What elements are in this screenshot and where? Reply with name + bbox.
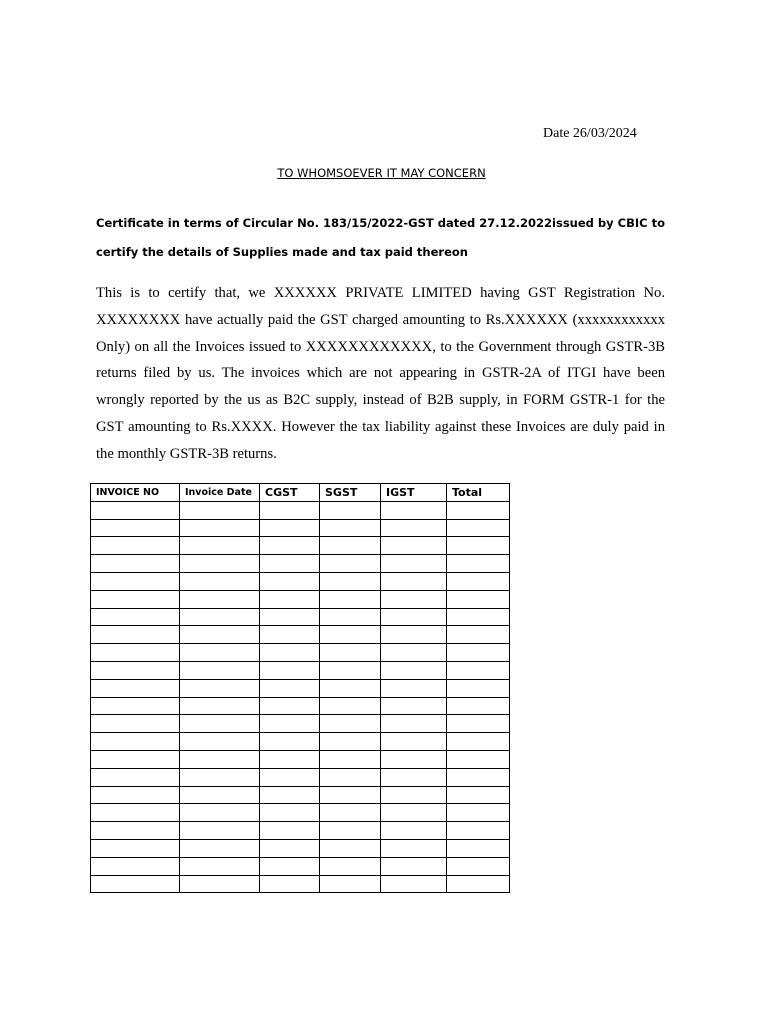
table-cell bbox=[180, 822, 260, 840]
table-cell bbox=[180, 519, 260, 537]
date-line: Date 26/03/2024 bbox=[543, 126, 637, 141]
table-row bbox=[91, 750, 510, 768]
table-row bbox=[91, 786, 510, 804]
header-igst: IGST bbox=[381, 484, 447, 502]
table-cell bbox=[447, 875, 510, 893]
table-cell bbox=[180, 626, 260, 644]
table-cell bbox=[180, 804, 260, 822]
table-cell bbox=[320, 750, 381, 768]
table-header-row bbox=[91, 484, 510, 502]
table-cell bbox=[320, 644, 381, 662]
table-cell bbox=[447, 804, 510, 822]
table-cell bbox=[381, 537, 447, 555]
table-cell bbox=[260, 857, 320, 875]
table-cell bbox=[381, 857, 447, 875]
table-cell bbox=[320, 626, 381, 644]
table-cell bbox=[180, 733, 260, 751]
table-row bbox=[91, 519, 510, 537]
table-cell bbox=[180, 501, 260, 519]
table-cell bbox=[91, 555, 180, 573]
table-cell bbox=[91, 644, 180, 662]
table-cell bbox=[260, 715, 320, 733]
header-total: Total bbox=[447, 484, 510, 502]
table-cell bbox=[91, 608, 180, 626]
table-row bbox=[91, 626, 510, 644]
table-cell bbox=[91, 661, 180, 679]
table-cell bbox=[447, 733, 510, 751]
table-cell bbox=[320, 501, 381, 519]
table-cell bbox=[381, 608, 447, 626]
certificate-body: This is to certify that, we XXXXXX PRIVATE LIMITED having GST Registration No. XXXXXXXX have actually paid the GST charged amounting to Rs.XXXXXX (xxxxxxxxxxxx Only) on all the Invoices issued to XXXXXXXXXXXX, to the Government through GSTR-3B returns filed by us. The invoices which are not appearing in GSTR-2A of ITGI have been wrongly reported by the us as B2C supply, instead of B2B supply, in FORM GSTR-1 for the GST amounting to Rs.XXXX. However the tax liability against these Invoices are duly paid in the monthly GSTR-3B returns. bbox=[96, 285, 665, 462]
table-row bbox=[91, 697, 510, 715]
table-cell bbox=[320, 804, 381, 822]
table-cell bbox=[381, 501, 447, 519]
table-cell bbox=[381, 875, 447, 893]
header-invoice-no: INVOICE NO bbox=[91, 484, 180, 502]
table-row bbox=[91, 572, 510, 590]
table-row bbox=[91, 679, 510, 697]
table-cell bbox=[381, 555, 447, 573]
table-cell bbox=[91, 679, 180, 697]
table-cell bbox=[320, 839, 381, 857]
table-cell bbox=[381, 519, 447, 537]
table-cell bbox=[381, 768, 447, 786]
table-cell bbox=[180, 768, 260, 786]
table-cell bbox=[447, 572, 510, 590]
table-row bbox=[91, 501, 510, 519]
table-cell bbox=[260, 822, 320, 840]
table-cell bbox=[447, 715, 510, 733]
table-cell bbox=[91, 839, 180, 857]
table-cell bbox=[180, 537, 260, 555]
table-cell bbox=[447, 537, 510, 555]
table-row bbox=[91, 537, 510, 555]
table-cell bbox=[180, 786, 260, 804]
table-cell bbox=[320, 537, 381, 555]
table-cell bbox=[91, 875, 180, 893]
table-cell bbox=[260, 768, 320, 786]
table-cell bbox=[320, 519, 381, 537]
table-cell bbox=[91, 501, 180, 519]
table-cell bbox=[260, 661, 320, 679]
table-cell bbox=[447, 661, 510, 679]
table-cell bbox=[260, 839, 320, 857]
table-cell bbox=[260, 590, 320, 608]
table-cell bbox=[91, 822, 180, 840]
page-heading: TO WHOMSOEVER IT MAY CONCERN bbox=[277, 166, 486, 180]
table-cell bbox=[381, 822, 447, 840]
table-cell bbox=[447, 555, 510, 573]
table-cell bbox=[260, 537, 320, 555]
table-cell bbox=[447, 750, 510, 768]
table-cell bbox=[180, 644, 260, 662]
table-cell bbox=[91, 519, 180, 537]
table-row bbox=[91, 839, 510, 857]
table-cell bbox=[180, 875, 260, 893]
table-cell bbox=[91, 537, 180, 555]
table-cell bbox=[260, 697, 320, 715]
table-row bbox=[91, 768, 510, 786]
table-cell bbox=[91, 804, 180, 822]
table-row bbox=[91, 555, 510, 573]
table-cell bbox=[180, 715, 260, 733]
table-cell bbox=[260, 679, 320, 697]
table-cell bbox=[320, 733, 381, 751]
table-cell bbox=[260, 501, 320, 519]
table-cell bbox=[320, 608, 381, 626]
table-cell bbox=[91, 697, 180, 715]
table-cell bbox=[91, 733, 180, 751]
table-cell bbox=[91, 626, 180, 644]
table-cell bbox=[381, 661, 447, 679]
table-cell bbox=[381, 572, 447, 590]
table-cell bbox=[447, 839, 510, 857]
table-cell bbox=[180, 750, 260, 768]
table-cell bbox=[260, 519, 320, 537]
table-cell bbox=[447, 626, 510, 644]
table-cell bbox=[180, 661, 260, 679]
table-cell bbox=[180, 572, 260, 590]
table-cell bbox=[260, 804, 320, 822]
table-cell bbox=[260, 608, 320, 626]
table-cell bbox=[260, 750, 320, 768]
table-cell bbox=[447, 608, 510, 626]
table-cell bbox=[381, 839, 447, 857]
table-row bbox=[91, 733, 510, 751]
table-cell bbox=[180, 679, 260, 697]
table-cell bbox=[447, 501, 510, 519]
table-cell bbox=[260, 875, 320, 893]
table-row bbox=[91, 875, 510, 893]
table-cell bbox=[91, 768, 180, 786]
table-cell bbox=[260, 644, 320, 662]
table-cell bbox=[320, 661, 381, 679]
table-cell bbox=[320, 786, 381, 804]
table-cell bbox=[91, 715, 180, 733]
table-cell bbox=[381, 804, 447, 822]
table-cell bbox=[91, 572, 180, 590]
table-cell bbox=[381, 750, 447, 768]
table-cell bbox=[260, 626, 320, 644]
table-cell bbox=[447, 857, 510, 875]
table-cell bbox=[381, 715, 447, 733]
table-cell bbox=[381, 786, 447, 804]
header-cgst: CGST bbox=[260, 484, 320, 502]
table-cell bbox=[180, 608, 260, 626]
table-cell bbox=[180, 555, 260, 573]
table-cell bbox=[260, 786, 320, 804]
table-cell bbox=[447, 644, 510, 662]
table-row bbox=[91, 715, 510, 733]
invoice-table-body bbox=[91, 501, 510, 893]
table-cell bbox=[381, 733, 447, 751]
table-row bbox=[91, 822, 510, 840]
table-cell bbox=[180, 839, 260, 857]
table-cell bbox=[180, 857, 260, 875]
table-cell bbox=[381, 697, 447, 715]
table-cell bbox=[447, 822, 510, 840]
table-row bbox=[91, 608, 510, 626]
table-cell bbox=[91, 857, 180, 875]
table-cell bbox=[381, 626, 447, 644]
table-cell bbox=[447, 679, 510, 697]
table-cell bbox=[320, 679, 381, 697]
table-row bbox=[91, 590, 510, 608]
table-cell bbox=[260, 733, 320, 751]
table-cell bbox=[447, 786, 510, 804]
table-cell bbox=[320, 590, 381, 608]
table-cell bbox=[447, 519, 510, 537]
table-cell bbox=[320, 857, 381, 875]
table-cell bbox=[180, 590, 260, 608]
table-cell bbox=[381, 679, 447, 697]
table-cell bbox=[320, 697, 381, 715]
invoice-table bbox=[90, 483, 510, 893]
table-row bbox=[91, 857, 510, 875]
table-row bbox=[91, 661, 510, 679]
header-sgst: SGST bbox=[320, 484, 381, 502]
table-cell bbox=[91, 590, 180, 608]
table-cell bbox=[381, 590, 447, 608]
table-cell bbox=[320, 822, 381, 840]
table-cell bbox=[320, 572, 381, 590]
table-cell bbox=[91, 750, 180, 768]
table-cell bbox=[447, 697, 510, 715]
table-cell bbox=[260, 572, 320, 590]
table-row bbox=[91, 804, 510, 822]
table-cell bbox=[447, 590, 510, 608]
table-cell bbox=[447, 768, 510, 786]
table-cell bbox=[91, 786, 180, 804]
table-cell bbox=[260, 555, 320, 573]
table-cell bbox=[180, 697, 260, 715]
subject-line: Certificate in terms of Circular No. 183/15/2022-GST dated 27.12.2022issued by CBIC to certify the details of Supplies made and tax paid thereon bbox=[96, 216, 665, 259]
table-cell bbox=[320, 768, 381, 786]
table-cell bbox=[320, 555, 381, 573]
header-invoice-date: Invoice Date bbox=[180, 484, 260, 502]
table-row bbox=[91, 644, 510, 662]
table-cell bbox=[320, 875, 381, 893]
table-cell bbox=[320, 715, 381, 733]
table-cell bbox=[381, 644, 447, 662]
